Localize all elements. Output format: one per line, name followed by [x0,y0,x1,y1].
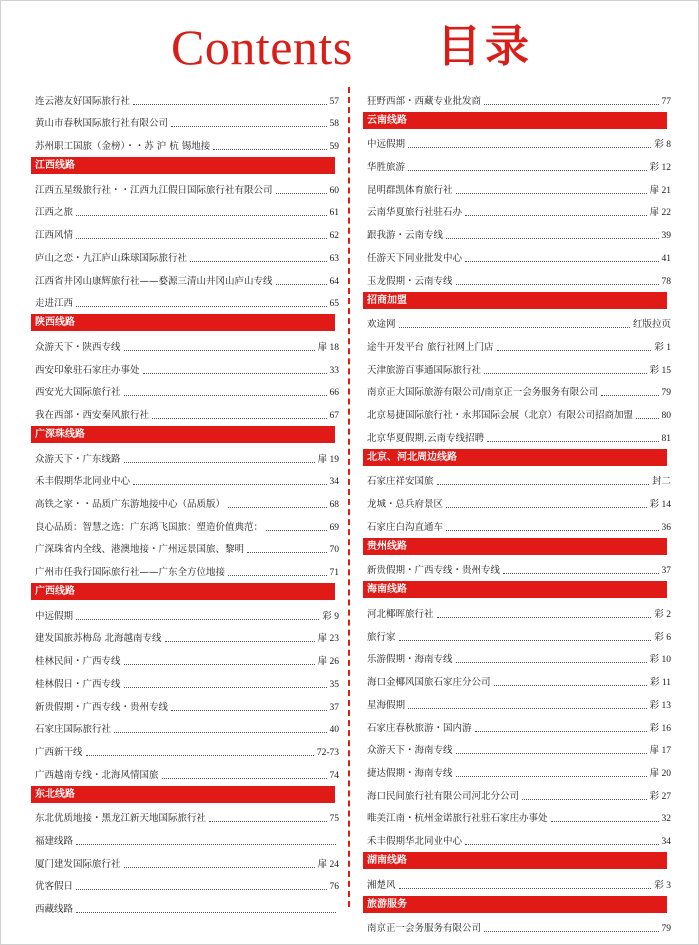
toc-column-left [35,87,339,918]
section-header: 湖南线路 [363,852,667,869]
entry-page-number: 彩 2 [654,610,671,621]
entry-page-number: 58 [329,119,339,130]
toc-entry[interactable] [367,221,671,244]
entry-page-number: 75 [329,814,339,825]
toc-entry[interactable] [367,333,671,356]
entry-title: 中远假期 [35,610,74,622]
toc-entry[interactable] [35,221,339,244]
toc-entry[interactable] [367,468,671,491]
dot-leader [551,821,659,822]
section-header: 江西线路 [31,157,335,174]
entry-title: 星海假期 [367,699,406,711]
toc-entry[interactable] [367,87,671,110]
dot-leader [408,147,651,148]
entry-page-number: 扉 22 [649,208,671,219]
dot-leader [171,710,326,711]
toc-entry[interactable] [367,782,671,805]
entry-page-number: 60 [329,185,339,196]
toc-entry[interactable] [367,490,671,513]
entry-page-number: 71 [329,568,339,579]
entry-title: 优客假日 [35,881,74,893]
toc-entry[interactable] [367,244,671,267]
dot-leader [408,708,647,709]
toc-entry[interactable] [35,490,339,513]
entry-page-number: 68 [329,500,339,510]
dot-leader [601,395,658,396]
entry-title: 厦门建发国际旅行社 [35,858,121,870]
dot-leader [133,484,326,485]
entry-title: 跟我游・云南专线 [367,230,444,242]
dot-leader [475,731,647,732]
entry-page-number: 红版拉页 [632,320,671,331]
entry-page-number: 66 [329,388,339,399]
dot-leader [76,844,336,845]
entry-title: 广西越南专线・北海风情国旅 [35,769,159,781]
section-header: 广深珠线路 [31,426,335,443]
toc-entry[interactable] [367,356,671,379]
toc-entry[interactable] [367,131,671,154]
section-header: 东北线路 [31,786,335,803]
toc-entry[interactable] [35,401,339,424]
dot-leader [465,215,647,216]
dot-leader [124,350,315,351]
toc-entry[interactable] [35,738,339,761]
toc-entry[interactable] [35,850,339,873]
dot-leader [171,126,326,127]
entry-title: 江西风情 [35,230,74,242]
dot-leader [456,753,647,754]
entry-title: 东北优质地接・黑龙江新天地国际旅行社 [35,813,207,825]
entry-title: 江西之旅 [35,207,74,219]
dot-leader [228,575,326,576]
entry-title: 桂林假日・广西专线 [35,678,121,690]
toc-entry[interactable] [35,379,339,402]
entry-page-number: 彩 13 [649,700,671,711]
dot-leader [484,931,658,932]
page-header [1,17,699,77]
entry-page-number: 彩 27 [649,791,671,802]
entry-page-number: 63 [329,253,339,264]
entry-title: 西安印象驻石家庄办事处 [35,364,140,376]
toc-entry[interactable] [35,805,339,828]
toc-entry[interactable] [367,623,671,646]
entry-page-number: 彩 3 [654,880,671,891]
dot-leader [76,912,336,913]
entry-title: 狂野西部・西藏专业批发商 [367,95,482,107]
entry-title: 北京华夏假期.云南专线招聘 [367,432,485,444]
dot-leader [456,776,647,777]
toc-entry[interactable] [367,513,671,536]
entry-title: 欢途网 [367,319,396,331]
dot-leader [114,732,326,733]
entry-title: 庐山之恋・九江庐山珠球国际旅行社 [35,252,188,264]
dot-leader [484,104,658,105]
dot-leader [276,284,327,285]
entry-title: 走进江西 [35,298,74,310]
toc-entry[interactable] [35,87,339,110]
dot-leader [446,507,647,508]
entry-page-number: 扉 26 [317,657,339,668]
entry-page-number: 78 [661,276,671,287]
entry-page-number: 79 [661,388,671,399]
dot-leader [446,530,658,531]
title-chinese: 目录 [437,21,533,72]
entry-page-number: 彩 6 [654,632,671,643]
section-header: 陕西线路 [31,314,335,331]
dot-leader [487,441,658,442]
toc-entry[interactable] [367,668,671,691]
dot-leader [76,889,326,890]
section-header: 北京、河北周边线路 [363,449,667,466]
dot-leader [124,462,315,463]
entry-page-number: 扉 24 [317,859,339,870]
dot-leader [446,238,658,239]
dot-leader [437,484,649,485]
entry-page-number: 64 [329,276,339,287]
section-header: 贵州线路 [363,538,667,555]
entry-title: 江西省井冈山康辉旅行社——婺源三清山井冈山庐山专线 [35,275,273,287]
entry-page-number: 65 [329,299,339,310]
toc-entry[interactable] [35,761,339,784]
dot-leader [456,193,647,194]
dot-leader [456,284,659,285]
entry-title: 桂林民间・广西专线 [35,656,121,668]
entry-page-number: 39 [661,231,671,242]
toc-entry[interactable] [367,600,671,623]
entry-title: 石家庄国际旅行社 [35,724,112,736]
entry-title: 众游天下・陕西专线 [35,341,121,353]
toc-entry[interactable] [367,915,671,938]
entry-page-number: 59 [329,142,339,153]
toc-entry[interactable] [35,176,339,199]
dot-leader [190,261,326,262]
toc-entry[interactable] [35,873,339,896]
entry-title: 龙城・总兵府景区 [367,499,444,510]
toc-entry[interactable] [35,468,339,491]
entry-page-number: 79 [661,924,671,935]
entry-page-number: 34 [661,836,671,847]
entry-page-number: 32 [661,814,671,825]
entry-page-number: 彩 15 [649,365,671,376]
toc-entry[interactable] [367,424,671,447]
dot-leader [465,844,658,845]
dot-leader [209,821,326,822]
entry-page-number: 74 [329,770,339,781]
entry-page-number: 41 [661,253,671,264]
entry-title: 任游天下同业批发中心 [367,252,463,264]
toc-column-right [367,87,671,937]
dot-leader [408,170,647,171]
toc-entry[interactable] [35,647,339,670]
entry-title: 中远假期 [367,139,406,151]
toc-entry[interactable] [367,714,671,737]
toc-entry[interactable] [367,759,671,782]
entry-title: 石家庄白沟直通车 [367,521,444,533]
toc-entry[interactable] [367,153,671,176]
dot-leader [124,395,327,396]
entry-title: 禾丰假期华北同业中心 [367,835,463,847]
toc-entry[interactable] [367,805,671,828]
dot-leader [437,617,652,618]
entry-title: 途牛开发平台 旅行社网上门店 [367,341,494,353]
entry-page-number: 彩 14 [649,500,671,510]
entry-title: 华胜旅游 [367,162,406,174]
title-english: Contents [171,19,353,75]
entry-title: 捷达假期・海南专线 [367,767,453,779]
entry-title: 连云港友好国际旅行社 [35,95,131,107]
entry-title: 我在西部・西安秦风旅行社 [35,409,150,421]
toc-entry[interactable] [367,737,671,760]
toc-entry[interactable] [367,557,671,580]
dot-leader [228,507,326,508]
entry-title: 河北椰晖旅行社 [367,609,434,621]
entry-page-number: 61 [329,208,339,219]
toc-entry[interactable] [35,267,339,290]
toc-entry[interactable] [367,267,671,290]
toc-entry[interactable] [35,513,339,536]
entry-page-number: 57 [329,96,339,107]
entry-page-number: 扉 23 [317,634,339,645]
toc-entry[interactable] [35,670,339,693]
dot-leader [503,573,658,574]
entry-page-number: 36 [661,522,671,533]
entry-title: 江西五星级旅行社・・江西九江假日国际旅行社有限公司 [35,184,273,196]
toc-entry[interactable] [367,646,671,669]
toc-entry[interactable] [35,602,339,625]
toc-entry[interactable] [35,625,339,648]
toc-entry[interactable] [367,401,671,424]
entry-title: 禾丰假期华北同业中心 [35,476,131,488]
toc-entry[interactable] [35,244,339,267]
entry-title: 广西新干线 [35,746,83,758]
entry-title: 旅行家 [367,631,396,643]
section-header: 广西线路 [31,583,335,600]
entry-title: 新贵假期・广西专线・贵州专线 [35,701,169,713]
dot-leader [497,350,652,351]
toc-entry[interactable] [367,871,671,894]
dot-leader [133,104,326,105]
section-header: 云南线路 [363,112,667,129]
dot-leader [456,662,647,663]
entry-title: 广深珠省内全线、港澳地接・广州远景国旅、黎明 [35,544,245,556]
entry-page-number: 扉 20 [649,768,671,779]
entry-page-number: 35 [329,679,339,690]
toc-entry[interactable] [35,110,339,133]
toc-entry[interactable] [35,536,339,559]
toc-entry[interactable] [367,379,671,402]
toc-entry[interactable] [35,827,339,850]
dot-leader [266,530,326,531]
toc-entry[interactable] [35,333,339,356]
dot-leader [124,664,315,665]
dot-leader [76,619,319,620]
entry-page-number: 40 [329,725,339,736]
toc-entry[interactable] [35,290,339,313]
column-divider [348,87,350,907]
entry-title: 北京易捷国际旅行社・永邦国际会展（北京）有限公司招商加盟 [367,409,634,421]
toc-entry[interactable] [35,445,339,468]
entry-page-number: 76 [329,882,339,893]
toc-entry[interactable] [35,693,339,716]
dot-leader [143,373,327,374]
entry-page-number: 81 [661,433,671,444]
entry-title: 唯美江南・杭州金诺旅行社驻石家庄办事处 [367,813,548,825]
dot-leader [152,418,326,419]
dot-leader [124,687,327,688]
entry-page-number: 彩 8 [654,140,671,151]
entry-title: 云南华夏旅行社驻石办 [367,207,463,219]
dot-leader [494,685,647,686]
toc-entry[interactable] [367,691,671,714]
dot-leader [399,640,652,641]
entry-title: 南京正大国际旅游有限公司/南京正一会务服务有限公司 [367,387,599,399]
entry-title: 新贵假期・广西专线・贵州专线 [367,565,501,577]
dot-leader [247,552,326,553]
toc-entry[interactable] [35,356,339,379]
toc-entry[interactable] [35,558,339,581]
entry-title: 西藏线路 [35,904,74,915]
toc-entry[interactable] [35,716,339,739]
entry-title: 西安光大国际旅行社 [35,387,121,399]
dot-leader [636,418,658,419]
section-header: 招商加盟 [363,292,667,309]
section-header: 海南线路 [363,581,667,598]
toc-entry[interactable] [367,176,671,199]
dot-leader [276,193,327,194]
dot-leader [124,867,315,868]
entry-title: 众游天下・海南专线 [367,745,453,757]
entry-title: 福建线路 [35,835,74,847]
dot-leader [399,888,652,889]
dot-leader [484,373,647,374]
entry-title: 玉龙假期・云南专线 [367,275,453,287]
entry-title: 天津旅游百事通国际旅行社 [367,364,482,376]
entry-page-number: 封二 [651,477,671,488]
entry-title: 海口民间旅行社有限公司河北分公司 [367,790,520,802]
entry-title: 广州市任我行国际旅行社——广东全方位地接 [35,567,226,579]
toc-entry[interactable] [35,199,339,222]
entry-title: 湘楚风 [367,879,396,891]
entry-page-number: 37 [661,566,671,577]
dot-leader [399,327,630,328]
entry-page-number: 72-73 [316,747,339,758]
dot-leader [165,641,315,642]
entry-page-number: 62 [329,231,339,242]
entry-title: 海口金椰风国旅石家庄分公司 [367,677,491,689]
entry-title: 黄山市春秋国际旅行社有限公司 [35,118,169,130]
entry-title: 建发国旅苏梅岛 北海越南专线 [35,633,162,645]
dot-leader [522,799,647,800]
toc-entry[interactable] [35,895,339,918]
entry-page-number: 69 [329,522,339,533]
entry-page-number: 彩 12 [649,163,671,174]
entry-page-number: 扉 21 [649,185,671,196]
entry-page-number: 33 [329,365,339,376]
entry-title: 良心品质：智慧之选：广东鸿飞国旅：塑造价值典范： [35,521,264,533]
toc-entry[interactable] [367,827,671,850]
entry-page-number: 彩 11 [649,678,671,689]
dot-leader [76,215,326,216]
dot-leader [86,755,314,756]
entry-page-number: 彩 1 [654,342,671,353]
entry-page-number: 扉 19 [317,454,339,465]
entry-title: 昆明群凯体育旅行社 [367,184,453,196]
section-header: 旅游服务 [363,896,667,913]
entry-title: 石家庄春秋旅游・国内游 [367,722,472,734]
dot-leader [465,261,658,262]
entry-page-number: 彩 16 [649,723,671,734]
entry-title: 南京正一会务服务有限公司 [367,923,482,935]
entry-page-number: 37 [329,702,339,713]
entry-page-number: 扉 17 [649,746,671,757]
toc-entry[interactable] [367,199,671,222]
dot-leader [213,149,326,150]
entry-title: 众游天下・广东线路 [35,453,121,465]
entry-page-number: 80 [661,410,671,421]
entry-page-number: 77 [661,96,671,107]
toc-entry[interactable] [35,132,339,155]
entry-title: 高铁之家・・品质广东游地接中心（品质版） [35,499,226,510]
entry-title: 乐游假期・海南专线 [367,654,453,666]
dot-leader [76,238,326,239]
dot-leader [76,306,326,307]
entry-page-number: 34 [329,477,339,488]
entry-page-number: 67 [329,410,339,421]
entry-page-number: 70 [329,545,339,556]
entry-page-number: 扉 18 [317,342,339,353]
dot-leader [162,778,327,779]
toc-entry[interactable] [367,311,671,334]
entry-title: 石家庄祥安国旅 [367,476,434,488]
entry-title: 苏州职工国旅（金榜）・・苏 沪 杭 锡地接 [35,141,211,153]
entry-page-number: 彩 10 [649,655,671,666]
entry-page-number: 彩 9 [322,611,339,622]
